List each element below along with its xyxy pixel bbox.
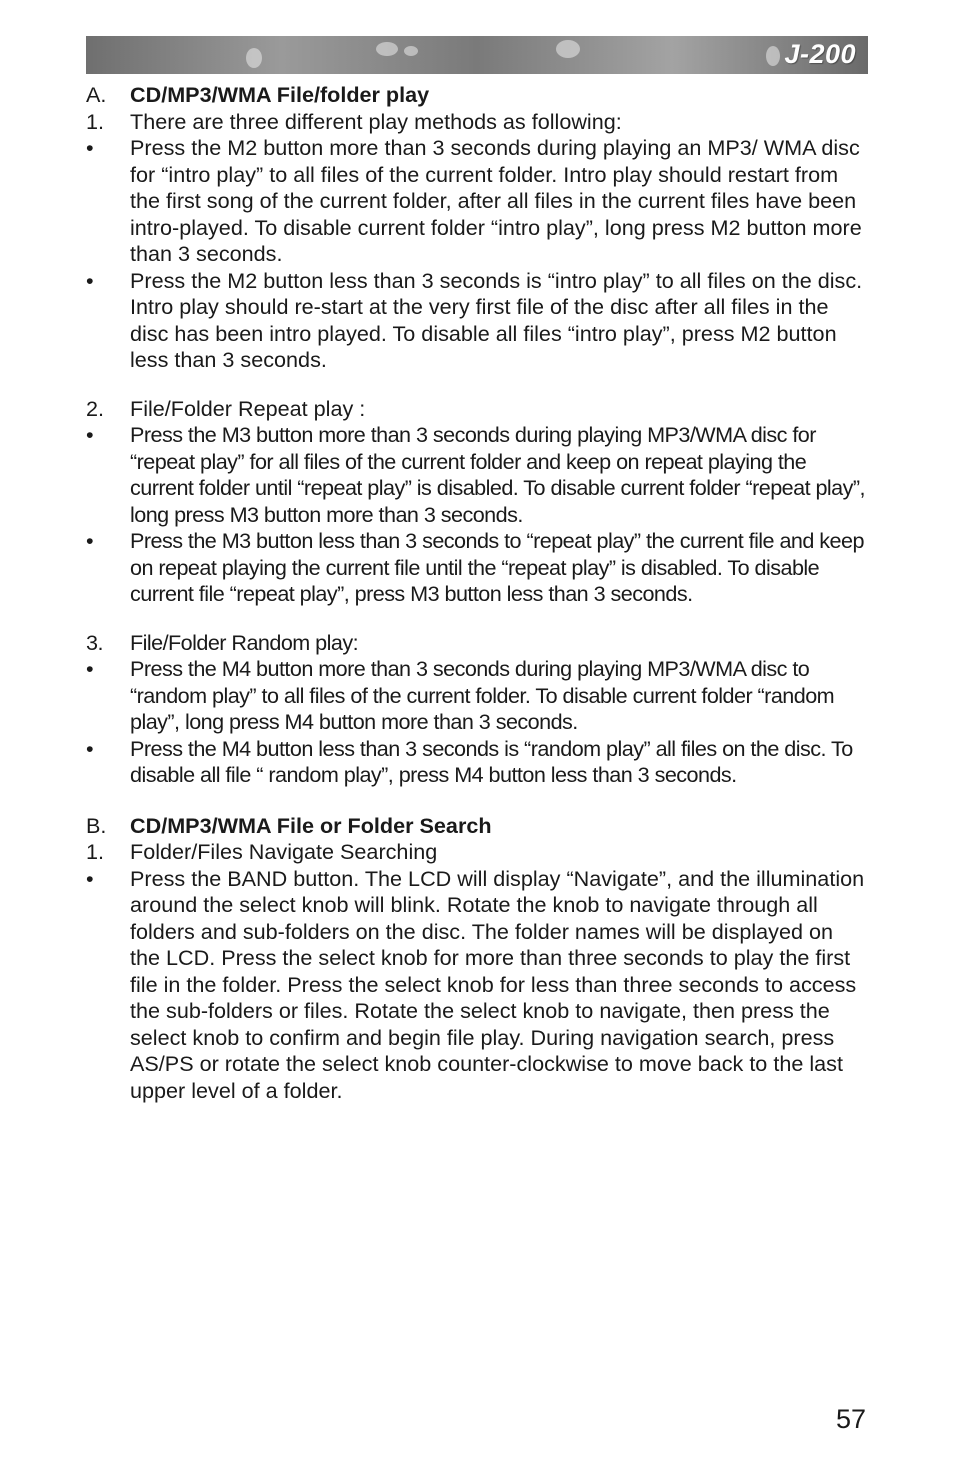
decor-bubble <box>404 46 418 56</box>
bullet-item <box>86 422 866 528</box>
item-text: There are three different play methods as following: <box>130 108 622 134</box>
bullet-item <box>86 736 866 789</box>
numbered-item <box>86 630 866 657</box>
section-a-heading <box>86 82 866 109</box>
item-text: File/Folder Random play: <box>130 629 359 655</box>
section-marker: B. <box>86 812 107 838</box>
section-title: CD/MP3/WMA File or Folder Search <box>130 812 492 838</box>
numbered-item <box>86 839 866 866</box>
decor-bubble <box>246 48 262 68</box>
bullet-item <box>86 866 866 1105</box>
bullet-text: Press the M4 button more than 3 seconds during playing MP3/WMA disc to “random play” to all files of the current folder. To disable current folder “random play”, long press M4 button more than 3 seconds. <box>130 656 835 734</box>
numbered-item <box>86 109 866 136</box>
numbered-item <box>86 396 866 423</box>
section-b-heading <box>86 813 866 840</box>
bullet: • <box>86 735 94 761</box>
bullet: • <box>86 528 94 553</box>
item-number: 1. <box>86 839 105 864</box>
bullet: • <box>86 135 94 160</box>
bullet-text: Press the M3 button less than 3 seconds to “repeat play” the current file and keep on repeat playing the current file until the “repeat play” is disabled. To disable current file “repeat play”, press M3 button less than 3 seconds. <box>130 528 864 606</box>
item-number: 2. <box>86 395 105 421</box>
manual-content <box>86 82 866 1104</box>
decor-bubble <box>376 42 398 56</box>
header-bar <box>86 36 868 74</box>
bullet-text: Press the BAND button. The LCD will display “Navigate”, and the illumination around the select knob will blink. Rotate the knob to navigate through all folders and sub-folders on the disc. The folder names will be displayed on the LCD. Press the select knob for more than three seconds to play the first file in the folder. Press the select knob for less than three seconds to access the sub-folders or files. Rotate the select knob to navigate, then press the select knob to confirm and begin file play. During navigation search, press AS/PS or rotate the select knob counter-clockwise to move back to the last upper level of a folder. <box>130 865 865 1103</box>
bullet: • <box>86 865 94 891</box>
bullet-item <box>86 528 866 608</box>
item-number: 3. <box>86 629 103 655</box>
bullet: • <box>86 656 94 681</box>
model-name: J-200 <box>784 39 856 69</box>
section-marker: A. <box>86 82 107 107</box>
item-text: File/Folder Repeat play : <box>130 395 366 421</box>
bullet: • <box>86 422 94 447</box>
bullet-text: Press the M2 button less than 3 seconds is “intro play” to all files on the disc. Intro play should re-start at the very first file of the disc after all files in the disc has been intro played. To disable all files “intro play”, press M2 button less than 3 seconds. <box>130 267 863 372</box>
bullet-text: Press the M2 button more than 3 seconds during playing an MP3/ WMA disc for “intro play” to all files of the current folder. Intro play should restart from the first song of the current folder, after all files in the current files have been intro-played. To disable current folder “intro play”, long press M2 button more than 3 seconds. <box>130 135 862 266</box>
page-number: 57 <box>835 1404 866 1434</box>
decor-bubble <box>556 40 580 58</box>
bullet: • <box>86 267 94 293</box>
decor-bubble <box>766 46 780 66</box>
bullet-text: Press the M4 button less than 3 seconds is “random play” all files on the disc. To disable all file “ random play”, press M4 button less than 3 seconds. <box>130 735 853 787</box>
item-text: Folder/Files Navigate Searching <box>130 839 438 864</box>
section-title: CD/MP3/WMA File/folder play <box>130 82 430 107</box>
bullet-text: Press the M3 button more than 3 seconds during playing MP3/WMA disc for “repeat play” for all files of the current folder and keep on repeat playing the current folder until “repeat play” is disabled. To disable current folder “repeat play”, long press M3 button more than 3 seconds. <box>130 422 865 527</box>
bullet-item <box>86 268 866 374</box>
bullet-item <box>86 135 866 268</box>
bullet-item <box>86 656 866 736</box>
item-number: 1. <box>86 108 105 134</box>
